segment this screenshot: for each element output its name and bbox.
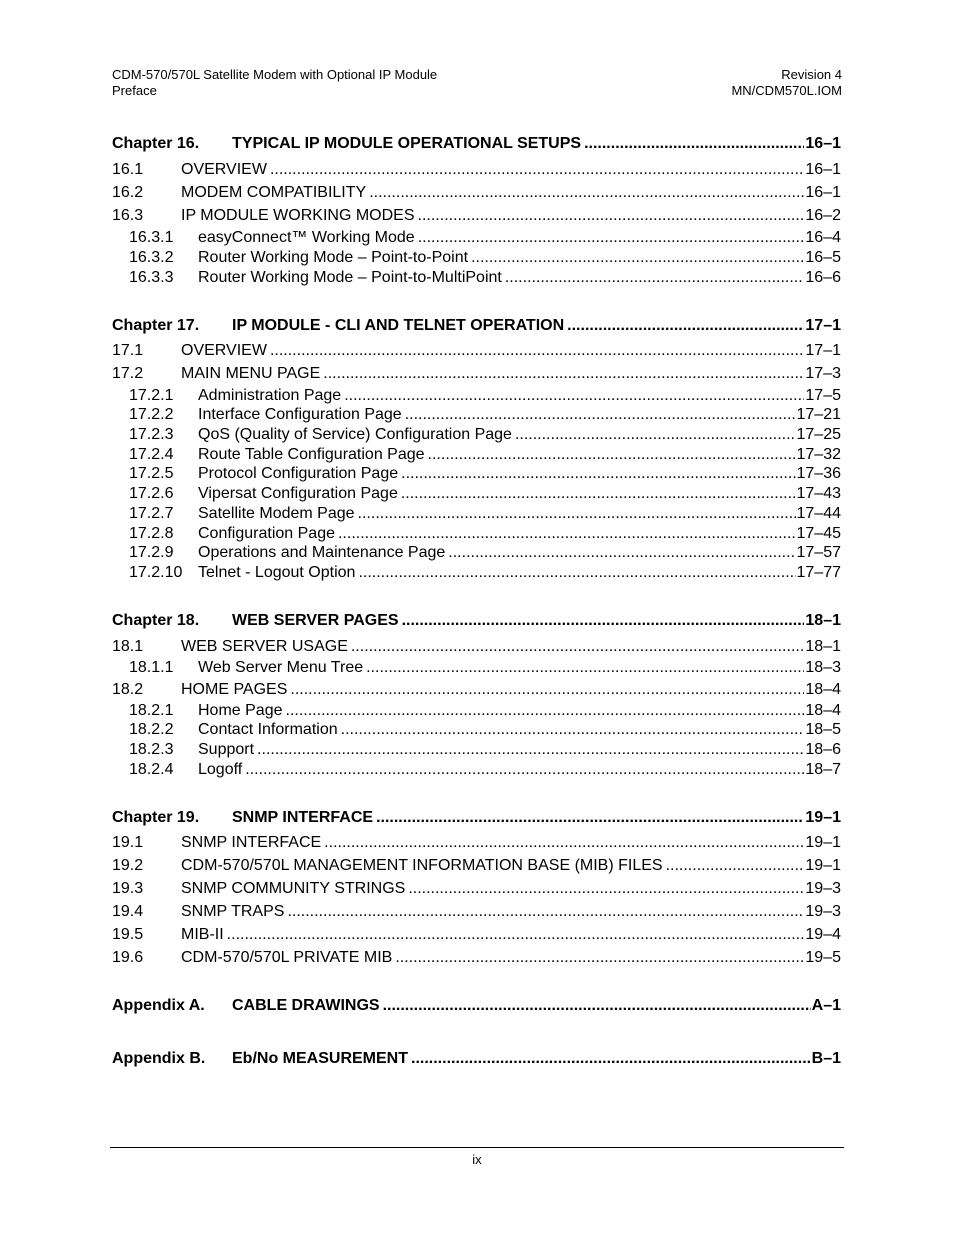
dot-leader [428,446,796,464]
toc-entry-number: 17.2.2 [129,406,174,423]
toc-entry-page: 18–4 [805,681,841,698]
toc-subsection-entry[interactable] [112,525,841,543]
dot-leader [401,465,795,483]
toc-subsection-entry[interactable] [112,702,841,720]
toc-entry-title: CDM-570/570L MANAGEMENT INFORMATION BASE (MIB) FILES [181,857,663,874]
toc-subsection-entry[interactable] [112,485,841,503]
toc-entry-title: QoS (Quality of Service) Configuration Page [198,426,512,443]
toc-entry-title: OVERVIEW [181,342,267,359]
running-header-right [731,67,842,99]
dot-leader [505,269,805,287]
toc-section-entry[interactable] [112,834,841,852]
page-number: ix [472,1152,482,1167]
toc-entry-title: Satellite Modem Page [198,505,355,522]
toc-chapter-entry[interactable] [112,612,841,630]
toc-entry-title: MIB-II [181,926,224,943]
toc-subsection-entry[interactable] [112,659,841,677]
toc-entry-page: 17–21 [796,406,841,423]
toc-entry-page: 17–1 [805,342,841,359]
revision: Revision 4 [781,67,842,82]
toc-entry-title: MODEM COMPATIBILITY [181,184,367,201]
toc-entry-title: easyConnect™ Working Mode [198,229,415,246]
toc-entry-title: IP MODULE - CLI AND TELNET OPERATION [232,317,565,334]
footer-rule [110,1147,844,1148]
toc-entry-number: 17.2.6 [129,485,174,502]
toc-entry-page: A–1 [811,997,841,1014]
dot-leader [471,249,804,267]
dot-leader [358,505,796,523]
toc-entry-page: 16–4 [805,229,841,246]
toc-chapter-entry[interactable] [112,997,841,1015]
toc-entry-page: 19–1 [805,857,841,874]
toc-chapter-entry[interactable] [112,1050,841,1068]
dot-leader [376,809,804,827]
toc-section-entry[interactable] [112,926,841,944]
dot-leader [401,485,796,503]
toc-entry-page: 17–1 [805,317,841,334]
toc-entry-title: SNMP COMMUNITY STRINGS [181,880,406,897]
dot-leader [515,426,796,444]
toc-section-entry[interactable] [112,681,841,699]
toc-subsection-entry[interactable] [112,406,841,424]
toc-entry-title: Support [198,741,255,758]
toc-entry-number: 17.2 [112,365,144,382]
toc-entry-page: 16–5 [805,249,841,266]
toc-entry-number: 19.3 [112,880,144,897]
toc-section-entry[interactable] [112,857,841,875]
toc-entry-page: 17–77 [796,564,841,581]
toc-chapter-entry[interactable] [112,809,841,827]
toc-entry-title: Router Working Mode – Point-to-Point [198,249,469,266]
toc-section-entry[interactable] [112,880,841,898]
toc-entry-page: B–1 [811,1050,841,1067]
toc-entry-page: 17–43 [796,485,841,502]
toc-entry-title: SNMP INTERFACE [232,809,374,826]
toc-entry-number: 17.2.9 [129,544,174,561]
toc-subsection-entry[interactable] [112,426,841,444]
toc-entry-title: OVERVIEW [181,161,267,178]
dot-leader [408,880,804,898]
dot-leader [395,949,804,967]
toc-entry-number: 16.3.1 [129,229,174,246]
toc-subsection-entry[interactable] [112,505,841,523]
toc-entry-page: 17–5 [805,387,841,404]
dot-leader [666,857,805,875]
toc-subsection-entry[interactable] [112,249,841,267]
dot-leader [418,207,805,225]
toc-section-entry[interactable] [112,207,841,225]
toc-entry-page: 17–32 [796,446,841,463]
toc-entry-number: 19.2 [112,857,144,874]
toc-entry-page: 17–44 [796,505,841,522]
toc-entry-number: 18.2.2 [129,721,174,738]
toc-section-entry[interactable] [112,365,841,383]
document-number: MN/CDM570L.IOM [731,83,842,98]
toc-subsection-entry[interactable] [112,721,841,739]
toc-section-entry[interactable] [112,949,841,967]
dot-leader [290,681,804,699]
toc-subsection-entry[interactable] [112,229,841,247]
toc-entry-page: 19–1 [805,809,841,826]
toc-entry-title: Eb/No MEASUREMENT [232,1050,408,1067]
toc-entry-page: 17–57 [796,544,841,561]
toc-section-entry[interactable] [112,638,841,656]
toc-entry-page: 16–1 [805,135,841,152]
toc-entry-title: SNMP TRAPS [181,903,285,920]
dot-leader [366,659,804,677]
toc-entry-page: 18–5 [805,721,841,738]
toc-entry-page: 17–25 [796,426,841,443]
toc-entry-page: 17–36 [796,465,841,482]
toc-entry-number: 17.2.5 [129,465,174,482]
dot-leader [341,721,805,739]
toc-subsection-entry[interactable] [112,269,841,287]
dot-leader [257,741,804,759]
toc-entry-page: 16–1 [805,161,841,178]
toc-entry-number: 19.4 [112,903,144,920]
dot-leader [402,612,805,630]
toc-entry-page: 18–4 [805,702,841,719]
toc-subsection-entry[interactable] [112,761,841,779]
toc-chapter-entry[interactable] [112,317,841,335]
toc-entry-page: 16–6 [805,269,841,286]
dot-leader [270,161,804,179]
toc-entry-page: 17–3 [805,365,841,382]
toc-entry-title: CABLE DRAWINGS [232,997,380,1014]
toc-entry-page: 18–3 [805,659,841,676]
toc-entry-number: 17.2.7 [129,505,174,522]
toc-entry-number: 18.1 [112,638,144,655]
toc-entry-title: Interface Configuration Page [198,406,402,423]
running-header-left [112,67,437,99]
toc-entry-number: Appendix A. [112,997,205,1014]
toc-entry-page: 18–6 [805,741,841,758]
toc-subsection-entry[interactable] [112,387,841,405]
toc-entry-number: 18.2.1 [129,702,174,719]
toc-entry-number: 16.3 [112,207,144,224]
toc-entry-title: WEB SERVER USAGE [181,638,348,655]
toc-entry-page: 16–1 [805,184,841,201]
dot-leader [286,702,805,720]
toc-entry-number: 16.2 [112,184,144,201]
dot-leader [344,387,804,405]
toc-section-entry[interactable] [112,342,841,360]
toc-entry-page: 19–3 [805,903,841,920]
dot-leader [227,926,805,944]
toc-entry-number: 16.1 [112,161,144,178]
toc-entry-title: CDM-570/570L PRIVATE MIB [181,949,393,966]
toc-entry-page: 18–7 [805,761,841,778]
toc-entry-title: Administration Page [198,387,342,404]
toc-section-entry[interactable] [112,161,841,179]
toc-entry-number: 16.3.2 [129,249,174,266]
toc-section-entry[interactable] [112,184,841,202]
toc-entry-title: Route Table Configuration Page [198,446,425,463]
toc-entry-title: Home Page [198,702,283,719]
toc-entry-title: Logoff [198,761,243,778]
section-name: Preface [112,83,157,98]
toc-subsection-entry[interactable] [112,741,841,759]
toc-chapter-entry[interactable] [112,135,841,153]
toc-entry-number: 17.1 [112,342,144,359]
document-title: CDM-570/570L Satellite Modem with Optional IP Module [112,67,438,82]
toc-entry-number: 17.2.4 [129,446,174,463]
toc-entry-number: 17.2.10 [129,564,183,581]
dot-leader [418,229,805,247]
toc-entry-title: TYPICAL IP MODULE OPERATIONAL SETUPS [232,135,582,152]
toc-entry-title: SNMP INTERFACE [181,834,322,851]
dot-leader [324,834,804,852]
toc-entry-title: HOME PAGES [181,681,288,698]
toc-entry-number: 18.2.4 [129,761,174,778]
toc-entry-title: WEB SERVER PAGES [232,612,399,629]
dot-leader [567,317,804,335]
toc-entry-page: 19–1 [805,834,841,851]
toc-entry-title: Contact Information [198,721,338,738]
toc-entry-title: Vipersat Configuration Page [198,485,398,502]
toc-entry-page: 19–4 [805,926,841,943]
toc-entry-page: 18–1 [805,612,841,629]
toc-entry-number: 16.3.3 [129,269,174,286]
toc-subsection-entry[interactable] [112,446,841,464]
toc-entry-title: MAIN MENU PAGE [181,365,321,382]
dot-leader [270,342,804,360]
toc-entry-title: Router Working Mode – Point-to-MultiPoint [198,269,502,286]
toc-entry-number: Chapter 19. [112,809,200,826]
toc-entry-page: 16–2 [805,207,841,224]
toc-entry-title: Configuration Page [198,525,335,542]
toc-entry-number: Chapter 16. [112,135,200,152]
toc-entry-page: 18–1 [805,638,841,655]
toc-entry-number: 18.2 [112,681,144,698]
dot-leader [383,997,811,1015]
toc-entry-number: Appendix B. [112,1050,206,1067]
toc-section-entry[interactable] [112,903,841,921]
toc-entry-page: 19–5 [805,949,841,966]
dot-leader [369,184,804,202]
toc-subsection-entry[interactable] [112,544,841,562]
toc-entry-number: 19.6 [112,949,144,966]
toc-entry-title: Operations and Maintenance Page [198,544,446,561]
dot-leader [323,365,804,383]
toc-entry-title: Telnet - Logout Option [198,564,356,581]
toc-entry-number: 19.1 [112,834,144,851]
toc-entry-title: IP MODULE WORKING MODES [181,207,415,224]
dot-leader [358,564,795,582]
dot-leader [245,761,804,779]
toc-entry-number: 17.2.1 [129,387,174,404]
toc-entry-number: Chapter 17. [112,317,200,334]
toc-entry-page: 19–3 [805,880,841,897]
toc-entry-number: 18.1.1 [129,659,174,676]
toc-entry-number: 17.2.8 [129,525,174,542]
dot-leader [448,544,795,562]
dot-leader [338,525,796,543]
toc-entry-page: 17–45 [796,525,841,542]
toc-entry-number: 19.5 [112,926,144,943]
dot-leader [411,1050,811,1068]
toc-subsection-entry[interactable] [112,465,841,483]
toc-entry-title: Web Server Menu Tree [198,659,364,676]
toc-entry-number: Chapter 18. [112,612,200,629]
toc-subsection-entry[interactable] [112,564,841,582]
dot-leader [351,638,805,656]
toc-entry-number: 18.2.3 [129,741,174,758]
dot-leader [405,406,796,424]
dot-leader [287,903,804,921]
toc-entry-title: Protocol Configuration Page [198,465,399,482]
dot-leader [584,135,804,153]
toc-entry-number: 17.2.3 [129,426,174,443]
